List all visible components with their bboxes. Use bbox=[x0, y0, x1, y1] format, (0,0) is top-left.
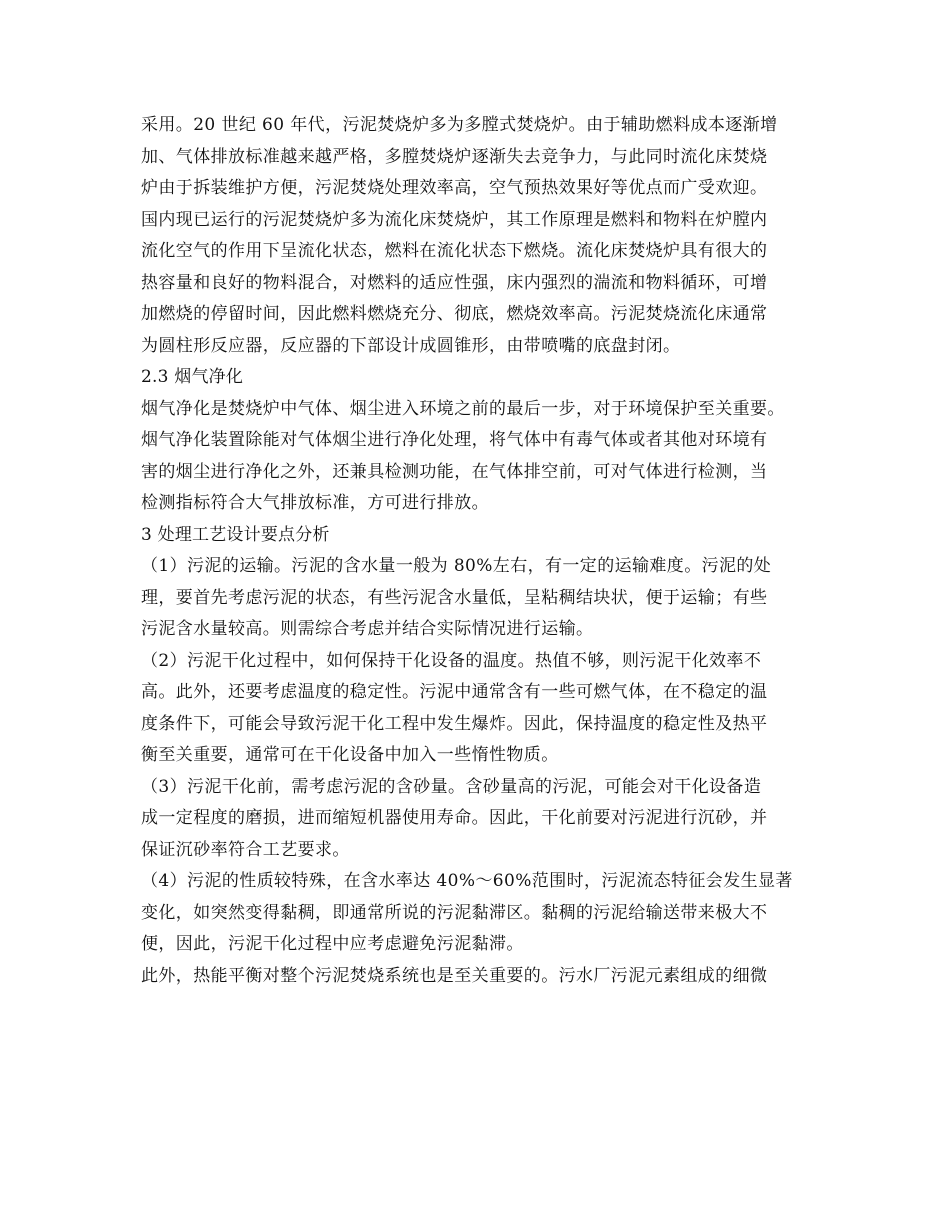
document-body bbox=[141, 110, 831, 992]
text-line: 高。此外，还要考虑温度的稳定性。污泥中通常含有一些可燃气体，在不稳定的温 bbox=[141, 682, 768, 702]
text-line: 流化空气的作用下呈流化状态，燃料在流化状态下燃烧。流化床焚烧炉具有很大的 bbox=[141, 241, 768, 261]
text-line: 度条件下，可能会导致污泥干化工程中发生爆炸。因此，保持温度的稳定性及热平 bbox=[141, 713, 768, 734]
text-line: 检测指标符合大气排放标准，方可进行排放。 bbox=[141, 493, 489, 513]
text-line: 炉由于拆装维护方便，污泥焚烧处理效率高，空气预热效果好等优点而广受欢迎。 bbox=[141, 178, 768, 198]
text-line: 烟气净化装置除能对气体烟尘进行净化处理，将气体中有毒气体或者其他对环境有 bbox=[141, 430, 768, 450]
text-line: 此外，热能平衡对整个污泥焚烧系统也是至关重要的。污水厂污泥元素组成的细微 bbox=[141, 965, 768, 986]
text-line: （4）污泥的性质较特殊，在含水率达 40%～60%范围时，污泥流态特征会发生显著 bbox=[141, 871, 793, 891]
text-line: 为圆柱形反应器，反应器的下部设计成圆锥形，由带喷嘴的底盘封闭。 bbox=[141, 335, 681, 356]
text-line: （2）污泥干化过程中，如何保持干化设备的温度。热值不够，则污泥干化效率不 bbox=[141, 650, 762, 671]
section-heading: 3 处理工艺设计要点分析 bbox=[141, 524, 330, 545]
text-line: 国内现已运行的污泥焚烧炉多为流化床焚烧炉，其工作原理是燃料和物料在炉膛内 bbox=[141, 209, 768, 230]
text-line: 加、气体排放标准越来越严格，多膛焚烧炉逐渐失去竞争力，与此同时流化床焚烧 bbox=[141, 146, 768, 167]
text-line: 衡至关重要，通常可在干化设备中加入一些惰性物质。 bbox=[141, 745, 559, 765]
section-heading: 2.3 烟气净化 bbox=[141, 367, 244, 387]
text-line: 理，要首先考虑污泥的状态，有些污泥含水量低，呈粘稠结块状，便于运输；有些 bbox=[141, 587, 768, 608]
text-line: 保证沉砂率符合工艺要求。 bbox=[141, 839, 350, 860]
text-line: （1）污泥的运输。污泥的含水量一般为 80%左右，有一定的运输难度。污泥的处 bbox=[141, 556, 772, 576]
text-line: 变化，如突然变得黏稠，即通常所说的污泥黏滞区。黏稠的污泥给输送带来极大不 bbox=[141, 902, 768, 923]
text-line: 便，因此，污泥干化过程中应考虑避免污泥黏滞。 bbox=[141, 934, 524, 954]
text-line: 成一定程度的磨损，进而缩短机器使用寿命。因此，干化前要对污泥进行沉砂，并 bbox=[141, 808, 768, 828]
text-line: 污泥含水量较高。则需综合考虑并结合实际情况进行运输。 bbox=[141, 619, 594, 639]
text-line: 采用。20 世纪 60 年代，污泥焚烧炉多为多膛式焚烧炉。由于辅助燃料成本逐渐增 bbox=[141, 115, 778, 135]
text-line: 烟气净化是焚烧炉中气体、烟尘进入环境之前的最后一步，对于环境保护至关重要。 bbox=[141, 398, 785, 419]
text-line: 热容量和良好的物料混合，对燃料的适应性强，床内强烈的湍流和物料循环，可增 bbox=[141, 272, 768, 293]
text-line: 害的烟尘进行净化之外，还兼具检测功能，在气体排空前，可对气体进行检测，当 bbox=[141, 461, 768, 482]
text-line: （3）污泥干化前，需考虑污泥的含砂量。含砂量高的污泥，可能会对干化设备造 bbox=[141, 776, 762, 797]
text-line: 加燃烧的停留时间，因此燃料燃烧充分、彻底，燃烧效率高。污泥焚烧流化床通常 bbox=[141, 304, 768, 324]
